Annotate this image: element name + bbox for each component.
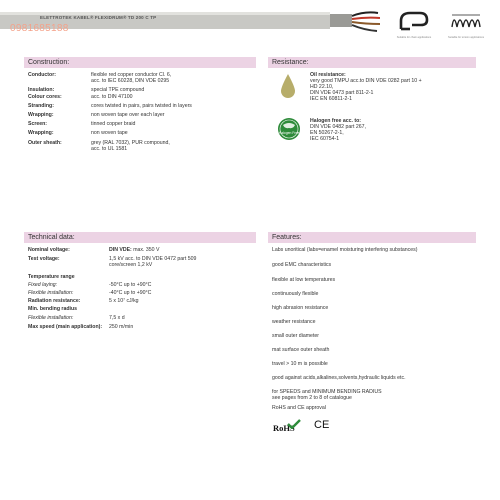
construction-list <box>24 72 256 152</box>
chain-application-icon <box>398 9 430 33</box>
construction-row <box>24 130 256 136</box>
construction-row-value: grey (RAL 7032), PUR compound, acc. to UL 1581 <box>91 139 170 152</box>
technical-row-label: Temperature range <box>28 273 75 280</box>
technical-row-value-rest: max. 350 V <box>131 247 160 253</box>
construction-row <box>24 72 256 84</box>
feature-item: small outer diameter <box>272 333 319 339</box>
technical-row <box>24 274 256 280</box>
ce-mark: CE <box>314 419 330 431</box>
feature-item: good against acids,alkalines,solvents,hydraulic liquids etc. <box>272 375 406 381</box>
technical-row <box>24 306 256 312</box>
feature-item: weather resistance <box>272 319 316 325</box>
technical-row-label: Nominal voltage: <box>28 247 70 253</box>
construction-row-value: non woven tape over each layer <box>91 112 165 119</box>
torsion-application-icon <box>450 9 482 33</box>
technical-row <box>24 290 256 296</box>
technical-row <box>24 247 256 253</box>
halogen-free-badge-text: Halogen Free <box>278 131 300 135</box>
oil-resistance-title: Oil resistance: <box>310 72 346 78</box>
construction-row-value: tinned copper braid <box>91 121 136 128</box>
technical-row-value: 7,5 x d <box>109 314 125 321</box>
technical-row-label: Flexible installation: <box>28 314 74 321</box>
rohs-logo <box>273 419 303 435</box>
technical-row-label: Flexible installation: <box>28 290 74 297</box>
technical-row-value: -40°C up to +90°C <box>109 290 152 297</box>
halogen-free-title: Halogen free acc. to: <box>310 118 362 124</box>
construction-panel <box>24 57 256 152</box>
technical-row-value: 5 x 10⁷ cJ/kg <box>109 298 139 305</box>
technical-row-label: Fixed laying: <box>28 281 58 288</box>
construction-row-label: Conductor: <box>28 72 56 78</box>
resistance-header: Resistance: <box>268 57 476 68</box>
torsion-application-caption: Suitable for torsion applications <box>447 36 485 39</box>
construction-row <box>24 140 256 152</box>
construction-row-value: flexible red copper conductor Cl. 6, acc. to IEC 60228, DIN VDE 0295 <box>91 72 172 85</box>
technical-row-value <box>109 247 159 253</box>
construction-row <box>24 103 256 109</box>
feature-item: high abrasion resistance <box>272 305 329 311</box>
construction-row-value: non woven tape <box>91 130 128 137</box>
features-header: Features: <box>268 232 476 243</box>
halogen-free-text: DIN VDE 0482 part 267, EN 50267-2-1, IEC 60754-1 <box>310 124 366 142</box>
construction-row-label: Screen: <box>28 121 48 128</box>
technical-row-label: Max speed (main application): <box>28 323 103 330</box>
oil-resistance-text: very good TMPU acc.to DIN VDE 0282 part 10 + HD 22.10, DIN VDE 0473 part 811-2-1 IEC EN 60811-2-1 <box>310 78 422 102</box>
technical-row-value: 250 m/min <box>109 323 134 330</box>
technical-row-label: Test voltage: <box>28 256 60 263</box>
technical-row-value: -50°C up to +90°C <box>109 281 152 288</box>
technical-row-label: Min. bending radius <box>28 306 77 313</box>
oil-drop-icon <box>280 73 296 99</box>
resistance-panel <box>268 57 476 167</box>
technical-data-panel <box>24 232 256 330</box>
construction-row-label: Outer sheath: <box>28 139 62 146</box>
construction-row-label: Wrapping: <box>28 112 54 119</box>
halogen-free-icon <box>277 117 301 141</box>
checkmark-icon <box>287 419 301 429</box>
construction-row <box>24 121 256 127</box>
product-banner <box>0 0 500 45</box>
technical-data-list <box>24 247 256 330</box>
construction-row <box>24 94 256 100</box>
chain-application-caption: Suitable for chain applications <box>396 36 432 39</box>
technical-row-value: 1,5 kV acc. to DIN VDE 0472 part 509 core/screen 1,2 kV <box>109 256 197 269</box>
technical-row-label: Radiation resistance: <box>28 298 81 305</box>
construction-row-value: special TPE compound <box>91 87 145 94</box>
technical-row <box>24 282 256 288</box>
feature-item: mat surface outer sheath <box>272 347 330 353</box>
technical-row <box>24 298 256 304</box>
construction-row-label: Insulation: <box>28 87 55 94</box>
feature-item: continuously flexible <box>272 291 319 297</box>
features-panel <box>268 232 476 447</box>
watermark-text: 0981685188 <box>10 23 69 34</box>
construction-row-label: Wrapping: <box>28 130 54 137</box>
construction-header: Construction: <box>24 57 256 68</box>
feature-item: RoHS and CE approval <box>272 405 326 411</box>
technical-row <box>24 324 256 330</box>
construction-row-value: acc. to DIN 47100 <box>91 93 133 100</box>
feature-item: for SPEEDS and MINIMUM BENDING RADIUS see pages from 2 to 8 of catalogue <box>272 389 382 401</box>
technical-data-header: Technical data: <box>24 232 256 243</box>
cable-label: ELETTROTEK KABEL® FLEXIDRUM® TD 200 C TP <box>40 15 157 20</box>
technical-row-value-prefix: DIN VDE: <box>109 247 132 253</box>
construction-row-label: Stranding: <box>28 102 54 109</box>
feature-item: Labs unoritical (labs=enamel moisturing interfering substances) <box>272 247 418 253</box>
feature-item: flexible at low temperatures <box>272 277 336 283</box>
feature-item: good EMC characteristics <box>272 262 332 268</box>
feature-item: travel > 10 m is possible <box>272 361 328 367</box>
construction-row-value: cores twisted in pairs, pairs twisted in layers <box>91 102 192 109</box>
rohs-logo-text: RoHS <box>273 423 295 433</box>
construction-row <box>24 112 256 118</box>
technical-row <box>24 315 256 321</box>
construction-row-label: Colour cores: <box>28 93 62 100</box>
technical-row <box>24 256 256 268</box>
